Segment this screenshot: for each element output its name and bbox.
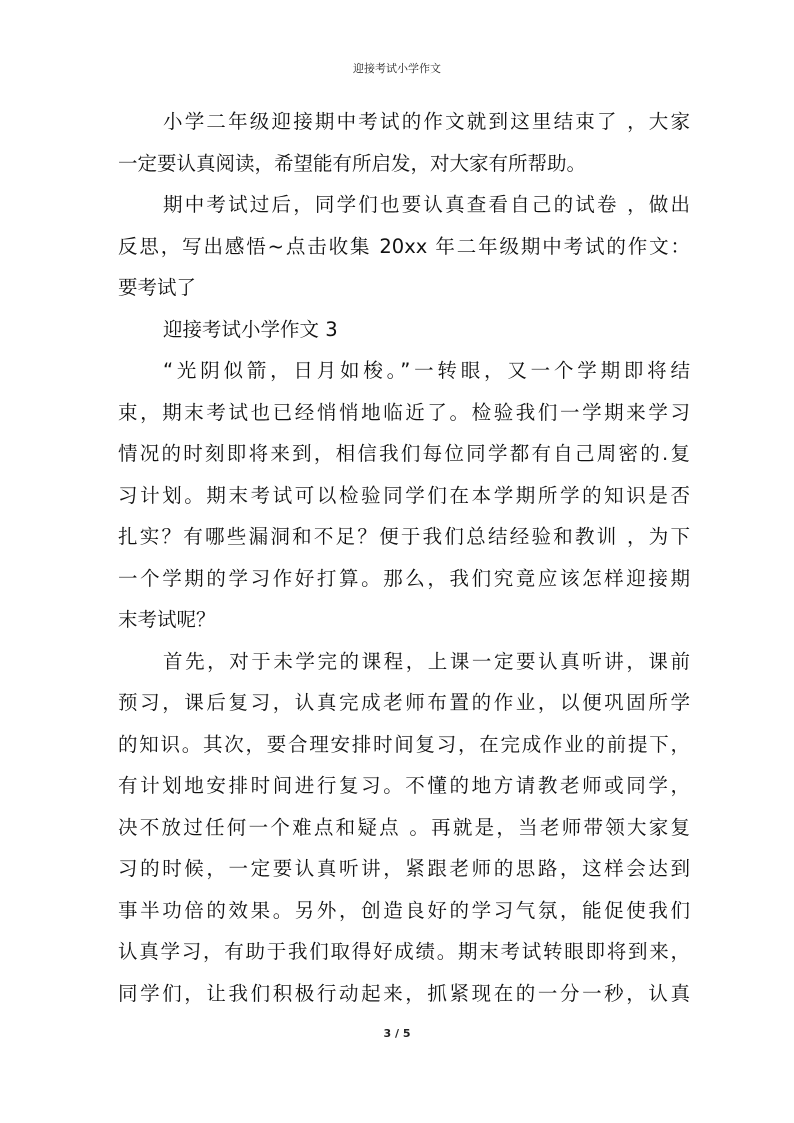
text-line: 期中考试过后，同学们也要认真查看自己的试卷 ，做出 [163, 193, 690, 216]
text-line: 习的时候，一定要认真听讲，紧跟老师的思路，这样会达到 [118, 857, 690, 880]
text-line: 同学们，让我们积极行动起来，抓紧现在的一分一秒，认真 [118, 981, 690, 1005]
text-line: 决不放过任何一个难点和疑点 。再就是，当老师带领大家复 [118, 815, 690, 839]
text-line: “光阴似箭，日月如梭。”一转眼，又一个学期即将结 [163, 359, 690, 382]
text-line: 习计划。期末考试可以检验同学们在本学期所学的知识是否 [118, 483, 690, 507]
text-line: 要考试了 [118, 276, 197, 299]
text-line: 预习，课后复习，认真完成老师布置的作业，以便巩固所学 [118, 691, 690, 714]
text-line: 一定要认真阅读，希望能有所启发，对大家有所帮助。 [118, 151, 587, 175]
section-heading: 迎接考试小学作文 3 [163, 317, 338, 341]
text-line: 有计划地安排时间进行复习。不懂的地方请教老师或同学， [118, 774, 690, 797]
text-line: 认真学习，有助于我们取得好成绩。期末考试转眼即将到来， [118, 940, 690, 963]
page-number: 3 / 5 [383, 1027, 411, 1040]
text-line: 反思，写出感悟~点击收集 20xx 年二年级期中考试的作文： [118, 234, 690, 258]
text-line: 末考试呢？ [118, 608, 216, 631]
text-line: 一个学期的学习作好打算。那么，我们究竟应该怎样迎接期 [118, 566, 690, 590]
text-line: 扎实？有哪些漏洞和不足？便于我们总结经验和教训 ，为下 [118, 525, 690, 548]
text-line: 事半功倍的效果。另外，创造良好的学习气氛，能促使我们 [118, 898, 690, 922]
text-line: 首先，对于未学完的课程，上课一定要认真听讲，课前 [163, 649, 690, 673]
document-body [118, 101, 690, 1014]
page-header: 迎接考试小学作文 [353, 62, 441, 75]
text-line: 小学二年级迎接期中考试的作文就到这里结束了 ，大家 [163, 110, 690, 133]
text-line: 束，期末考试也已经悄悄地临近了。检验我们一学期来学习 [118, 400, 690, 424]
text-line: 情况的时刻即将来到，相信我们每位同学都有自己周密的.复 [118, 442, 690, 465]
text-line: 的知识。其次，要合理安排时间复习，在完成作业的前提下， [118, 732, 690, 756]
